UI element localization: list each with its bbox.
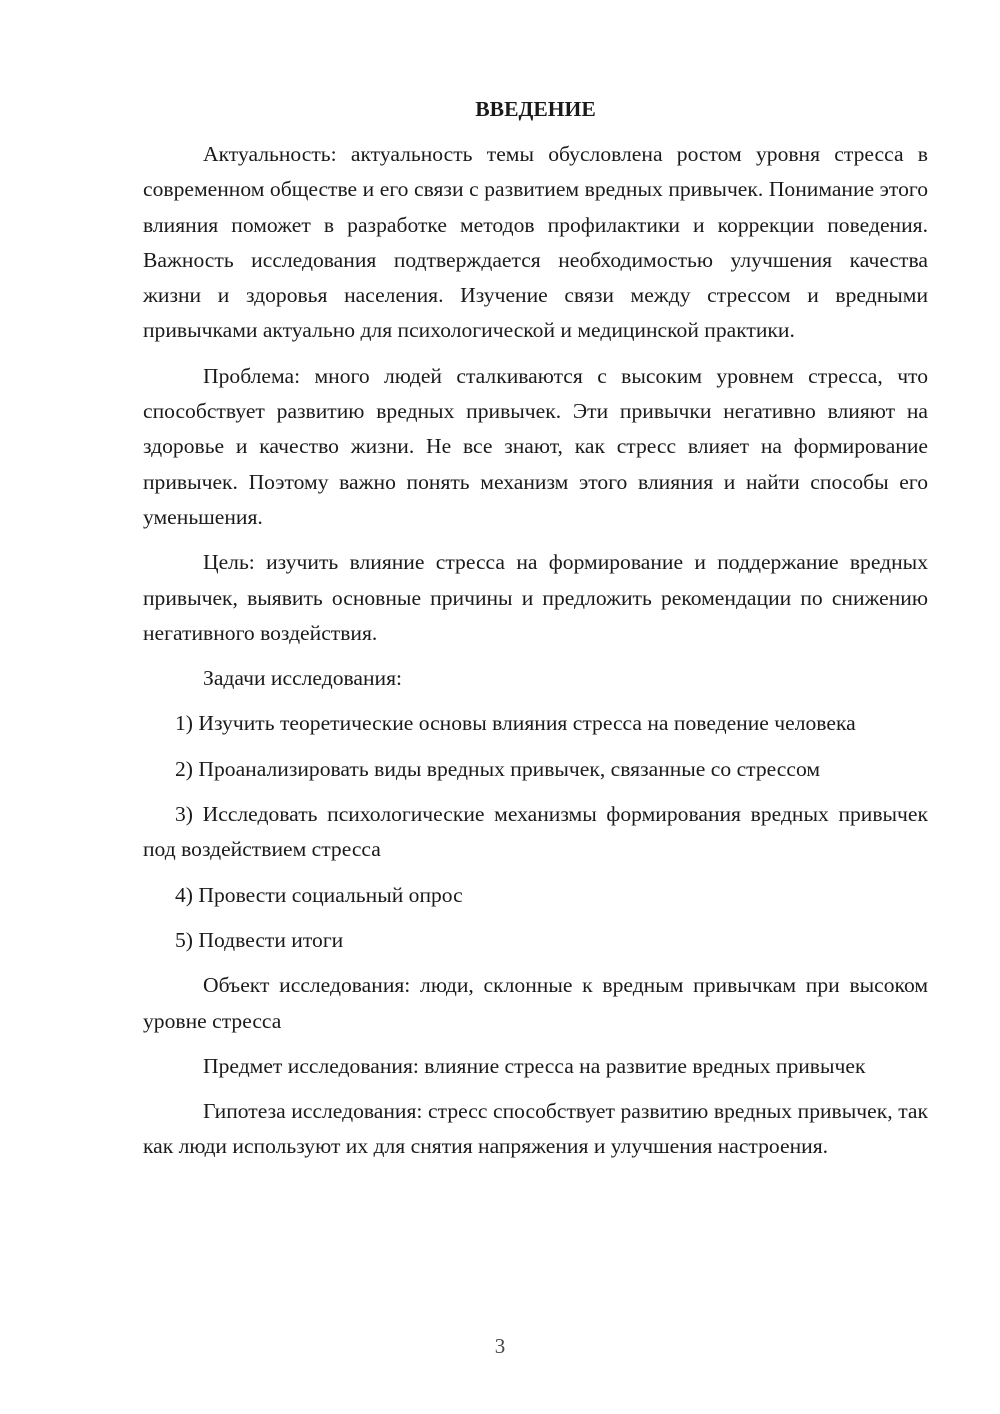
task-item-3: 3) Исследовать психологические механизмы формирования вредных привычек под воздействием стресса: [143, 802, 928, 862]
goal-paragraph: Цель: изучить влияние стресса на формирование и поддержание вредных привычек, выявить основные причины и предложить рекомендации по снижению негативного воздействия.: [143, 550, 928, 645]
task-item-2: 2) Проанализировать виды вредных привычек, связанные со стрессом: [175, 756, 820, 781]
page-title: ВВЕДЕНИЕ: [475, 97, 596, 121]
problem-paragraph: Проблема: много людей сталкиваются с высоким уровнем стресса, что способствует развитию вредных привычек. Эти привычки негативно влияют на здоровье и качество жизни. Не все знают, как стресс влияет на формирование привычек. Поэтому важно понять механизм этого влияния и найти способы его уменьшения.: [143, 363, 928, 529]
document-page: [143, 92, 928, 1175]
task-item-5: 5) Подвести итоги: [175, 927, 344, 952]
relevance-paragraph: Актуальность: актуальность темы обусловлена ростом уровня стресса в современном обществе и его связи с развитием вредных привычек. Понимание этого влияния поможет в разработке методов профилактики и коррекции поведения. Важность исследования подтверждается необходимостью улучшения качества жизни и здоровья населения. Изучение связи между стрессом и вредными привычками актуально для психологической и медицинской практики.: [143, 142, 928, 343]
task-item-1: 1) Изучить теоретические основы влияния стресса на поведение человека: [175, 711, 856, 736]
task-item-4: 4) Провести социальный опрос: [175, 882, 463, 907]
object-paragraph: Объект исследования: люди, склонные к вредным привычкам при высоком уровне стресса: [143, 973, 928, 1033]
hypothesis-paragraph: Гипотеза исследования: стресс способствует развитию вредных привычек, так как люди используют их для снятия напряжения и улучшения настроения.: [143, 1099, 928, 1159]
page-number: 3: [494, 1334, 506, 1358]
subject-paragraph: Предмет исследования: влияние стресса на развитие вредных привычек: [203, 1053, 866, 1078]
tasks-heading: Задачи исследования:: [203, 666, 403, 691]
